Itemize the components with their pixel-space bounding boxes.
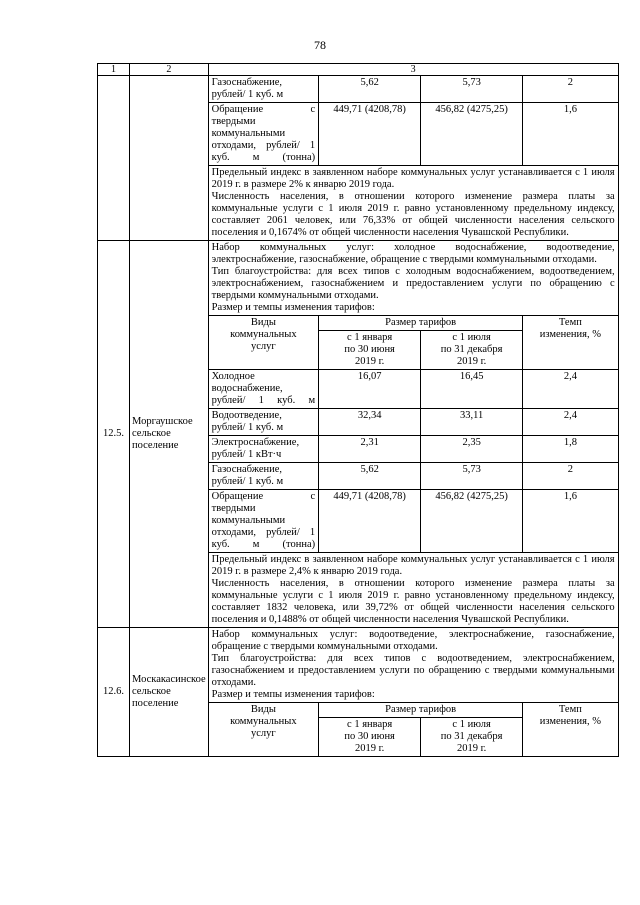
prev-tariff-table (209, 76, 618, 166)
th-tariff-size: Размер тарифов (319, 703, 523, 718)
subtable-header (209, 703, 618, 718)
prev-num-cell (98, 76, 130, 241)
settlement-name: Моргаушское сельское поселение (130, 241, 209, 628)
section-prev (98, 76, 619, 241)
table-row (209, 490, 618, 553)
change-rate: 2 (523, 463, 618, 490)
subtable-header (209, 316, 618, 331)
tariff-subtable (209, 702, 618, 756)
change-rate: 2,4 (523, 409, 618, 436)
rates-title: Размер и темпы изменения тарифов: (211, 689, 375, 700)
index-text: Предельный индекс в заявленном наборе коммунальных услуг устанавливается с 1 июля 2019 г. в размере 2% к январю 2019 года. (211, 167, 615, 190)
service-name: Обращение с твердыми коммунальными отходами, рублей/ 1 куб. м (тонна) (209, 103, 319, 166)
table-row (209, 409, 618, 436)
th-service-kind: Виды коммунальных услуг (209, 703, 319, 757)
th-service-kind: Виды коммунальных услуг (209, 316, 319, 370)
tariff-jul: 5,73 (421, 76, 523, 103)
section-number: 12.6. (98, 628, 130, 757)
section-content (208, 628, 618, 757)
th-change-rate: Темп изменения, % (523, 703, 618, 757)
change-rate: 1,6 (523, 103, 618, 166)
rates-title: Размер и темпы изменения тарифов: (211, 302, 375, 313)
table-row (209, 370, 618, 409)
tariff-jan: 5,62 (319, 463, 421, 490)
change-rate: 1,6 (523, 490, 618, 553)
tariff-jul: 5,73 (421, 463, 523, 490)
population-text: Численность населения, в отношении которого изменение размера платы за коммунальные услуги с 1 июля 2019 г. равно установленному предельному индексу, составляет 2061 человек, или 76,33% от общей численности населения сельского поселения и 0,1674% от общей численности населения Чувашской Республики. (211, 191, 615, 238)
section-12-5 (98, 241, 619, 628)
tariff-subtable (209, 315, 618, 553)
improvement-type-text: Тип благоустройства: для всех типов с водоотведением, электроснабжением, газоснабжением и предоставлением услуги по обращению с твердыми коммунальными отходами. (211, 653, 615, 688)
table-row (209, 103, 618, 166)
table-row (209, 436, 618, 463)
service-name: Холодное водоснабжение, рублей/ 1 куб. м (209, 370, 319, 409)
prev-content (208, 76, 618, 241)
header-col-1: 1 (98, 64, 130, 76)
tariff-jan: 5,62 (319, 76, 421, 103)
change-rate: 2,4 (523, 370, 618, 409)
tariff-jul: 33,11 (421, 409, 523, 436)
th-period-jan: с 1 января по 30 июня 2019 г. (319, 331, 421, 370)
th-period-jan: с 1 января по 30 июня 2019 г. (319, 718, 421, 757)
tariff-jan: 449,71 (4208,78) (319, 490, 421, 553)
tariff-jan: 449,71 (4208,78) (319, 103, 421, 166)
prev-name-cell (130, 76, 209, 241)
tariff-jan: 32,34 (319, 409, 421, 436)
table-row (209, 463, 618, 490)
section-12-6 (98, 628, 619, 757)
service-name: Обращение с твердыми коммунальными отходами, рублей/ 1 куб. м (тонна) (209, 490, 319, 553)
tariff-jul: 2,35 (421, 436, 523, 463)
table-row (209, 76, 618, 103)
service-name: Водоотведение, рублей/ 1 куб. м (209, 409, 319, 436)
settlement-name: Москакасинское сельское поселение (130, 628, 209, 757)
page-number: 78 (314, 38, 326, 52)
service-name: Газоснабжение, рублей/ 1 куб. м (209, 76, 319, 103)
services-set-text: Набор коммунальных услуг: водоотведение, электроснабжение, газоснабжение, обращение с твердыми коммунальными отходами. (211, 629, 615, 652)
section-content (208, 241, 618, 628)
improvement-type-text: Тип благоустройства: для всех типов с холодным водоснабжением, водоотведением, электроснабжением, газоснабжением и предоставлением услуги по обращению с твердыми коммунальными отходами. (211, 266, 615, 301)
header-col-2: 2 (130, 64, 209, 76)
service-name: Газоснабжение, рублей/ 1 куб. м (209, 463, 319, 490)
tariff-jan: 16,07 (319, 370, 421, 409)
tariff-jul: 16,45 (421, 370, 523, 409)
header-col-3: 3 (208, 64, 618, 76)
tariff-jan: 2,31 (319, 436, 421, 463)
tariff-jul: 456,82 (4275,25) (421, 490, 523, 553)
tariff-jul: 456,82 (4275,25) (421, 103, 523, 166)
tariff-table (97, 63, 619, 757)
header-row (98, 64, 619, 76)
service-name: Электроснабжение, рублей/ 1 кВт·ч (209, 436, 319, 463)
population-text: Численность населения, в отношении которого изменение размера платы за коммунальные услуги с 1 июля 2019 г. равно установленному предельному индексу, составляет 1832 человека, или 39,72% от общей численности населения сельского поселения и 0,1488% от общей численности населения Чувашской Республики. (211, 578, 615, 625)
section-number: 12.5. (98, 241, 130, 628)
th-tariff-size: Размер тарифов (319, 316, 523, 331)
services-set-text: Набор коммунальных услуг: холодное водоснабжение, водоотведение, электроснабжение, газоснабжение, обращение с твердыми коммунальными отходами. (211, 242, 615, 265)
th-period-jul: с 1 июля по 31 декабря 2019 г. (421, 331, 523, 370)
change-rate: 2 (523, 76, 618, 103)
th-change-rate: Темп изменения, % (523, 316, 618, 370)
change-rate: 1,8 (523, 436, 618, 463)
index-text: Предельный индекс в заявленном наборе коммунальных услуг устанавливается с 1 июля 2019 г. в размере 2,4% к январю 2019 года. (211, 554, 615, 577)
th-period-jul: с 1 июля по 31 декабря 2019 г. (421, 718, 523, 757)
